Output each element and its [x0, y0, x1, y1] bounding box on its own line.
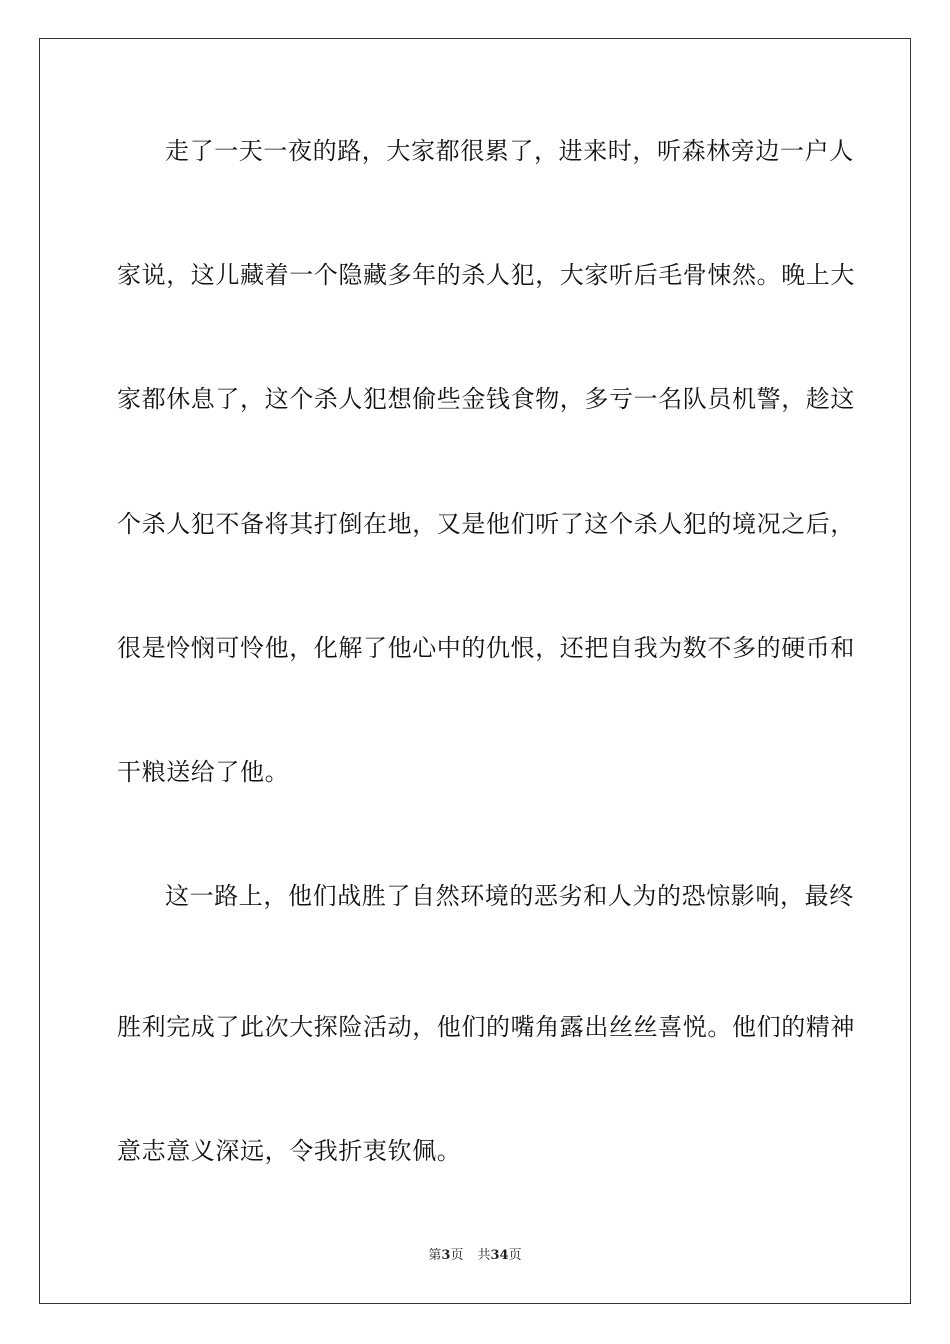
- text-line: 个杀人犯不备将其打倒在地，又是他们听了这个杀人犯的境况之后，: [117, 510, 855, 538]
- text-line: 这一路上，他们战胜了自然环境的恶劣和人为的恐惊影响，最终: [165, 882, 854, 910]
- total-suffix: 页: [508, 1248, 522, 1263]
- total-prefix: 共: [477, 1248, 491, 1263]
- page-prefix: 第: [428, 1248, 442, 1263]
- page-suffix: 页: [450, 1248, 464, 1263]
- text-line: 走了一天一夜的路，大家都很累了，进来时，听森林旁边一户人: [165, 137, 854, 165]
- text-line: 家说，这儿藏着一个隐藏多年的杀人犯，大家听后毛骨悚然。晚上大: [117, 261, 855, 289]
- text-line: 干粮送给了他。: [117, 758, 290, 786]
- text-line: 家都休息了，这个杀人犯想偷些金钱食物，多亏一名队员机警，趁这: [117, 385, 855, 413]
- total-pages: 34: [490, 1248, 509, 1263]
- page-footer: [0, 1247, 950, 1265]
- page-border: [39, 38, 911, 1304]
- text-line: 意志意义深远，令我折衷钦佩。: [117, 1137, 462, 1165]
- text-line: 很是怜悯可怜他，化解了他心中的仇恨，还把自我为数不多的硬币和: [117, 634, 855, 662]
- page-number: 3: [441, 1248, 451, 1263]
- text-line: 胜利完成了此次大探险活动，他们的嘴角露出丝丝喜悦。他们的精神: [117, 1013, 855, 1041]
